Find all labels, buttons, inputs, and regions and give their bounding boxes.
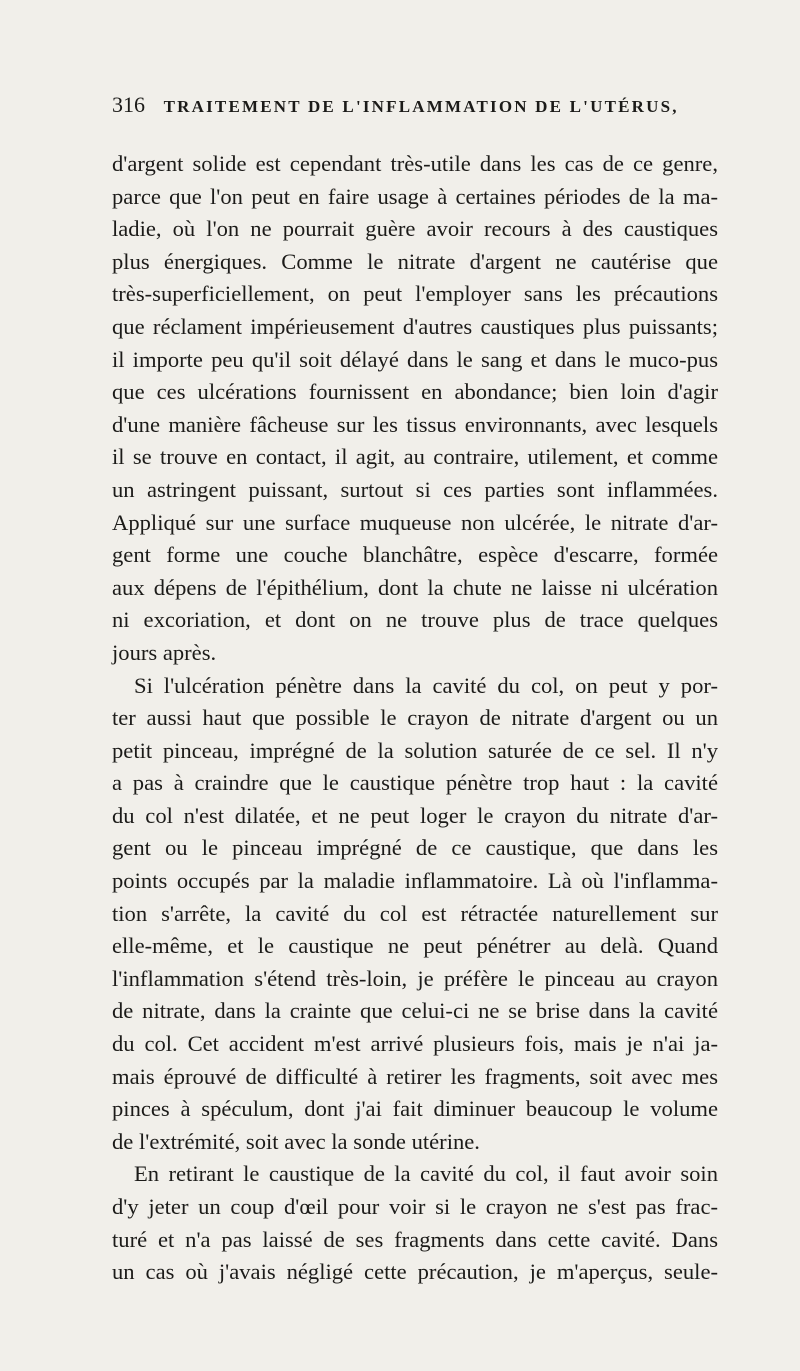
text-line: gent forme une couche blanchâtre, espèce d'escarre, formée xyxy=(112,542,718,568)
text-line: parce que l'on peut en faire usage à certaines périodes de la ma- xyxy=(112,183,718,209)
text-line: Appliqué sur une surface muqueuse non ulcérée, le nitrate d'ar- xyxy=(112,509,718,535)
running-title: TRAITEMENT DE L'INFLAMMATION DE L'UTÉRUS, xyxy=(163,97,679,116)
page-number: 316 xyxy=(112,92,145,117)
text-line: d'argent solide est cependant très-utile dans les cas de ce genre, xyxy=(112,151,718,176)
text-line: très-superficiellement, on peut l'employer sans les précautions xyxy=(112,281,718,307)
text-line: ter aussi haut que possible le crayon de nitrate d'argent ou un xyxy=(112,705,718,731)
text-line: aux dépens de l'épithélium, dont la chute ne laisse ni ulcération xyxy=(112,574,718,600)
text-line: gent ou le pinceau imprégné de ce caustique, que dans les xyxy=(112,835,718,861)
text-line: du col n'est dilatée, et ne peut loger le crayon du nitrate d'ar- xyxy=(112,802,718,828)
text-line: de l'extrémité, soit avec la sonde utérine. xyxy=(112,1128,480,1154)
text-line: de nitrate, dans la crainte que celui-ci ne se brise dans la cavité xyxy=(112,998,718,1024)
text-line: ni excoriation, et dont on ne trouve plus de trace quelques xyxy=(112,607,718,633)
text-line: un cas où j'avais négligé cette précaution, je m'aperçus, seule- xyxy=(112,1259,718,1285)
text-line: ladie, où l'on ne pourrait guère avoir recours à des caustiques xyxy=(112,216,718,242)
text-line: que réclament impérieusement d'autres caustiques plus puissants; xyxy=(112,313,718,339)
page-header xyxy=(112,92,712,122)
text-line: tion s'arrête, la cavité du col est rétractée naturellement sur xyxy=(112,900,718,926)
text-line: turé et n'a pas laissé de ses fragments dans cette cavité. Dans xyxy=(112,1226,718,1252)
text-line: plus énergiques. Comme le nitrate d'argent ne cautérise que xyxy=(112,248,718,274)
text-line: d'une manière fâcheuse sur les tissus environnants, avec lesquels xyxy=(112,411,718,437)
text-line: il se trouve en contact, il agit, au contraire, utilement, et comme xyxy=(112,444,718,470)
text-line: a pas à craindre que le caustique pénètre trop haut : la cavité xyxy=(112,770,718,796)
text-line: Si l'ulcération pénètre dans la cavité du col, on peut y por- xyxy=(134,672,718,698)
text-line: petit pinceau, imprégné de la solution saturée de ce sel. Il n'y xyxy=(112,737,718,763)
text-line: l'inflammation s'étend très-loin, je préfère le pinceau au crayon xyxy=(112,965,718,991)
text-line: du col. Cet accident m'est arrivé plusieurs fois, mais je n'ai ja- xyxy=(112,1031,718,1057)
text-line: En retirant le caustique de la cavité du col, il faut avoir soin xyxy=(134,1161,718,1187)
text-line: il importe peu qu'il soit délayé dans le sang et dans le muco-pus xyxy=(112,346,718,372)
body-text xyxy=(112,148,718,1289)
text-line: elle-même, et le caustique ne peut pénétrer au delà. Quand xyxy=(112,933,718,959)
text-line: d'y jeter un coup d'œil pour voir si le crayon ne s'est pas frac- xyxy=(112,1194,718,1219)
text-line: un astringent puissant, surtout si ces parties sont inflammées. xyxy=(112,476,718,502)
text-line: mais éprouvé de difficulté à retirer les fragments, soit avec mes xyxy=(112,1063,718,1089)
text-line: jours après. xyxy=(112,639,217,665)
text-line: que ces ulcérations fournissent en abondance; bien loin d'agir xyxy=(112,379,718,405)
text-line: pinces à spéculum, dont j'ai fait diminuer beaucoup le volume xyxy=(112,1096,718,1122)
text-line: points occupés par la maladie inflammatoire. Là où l'inflamma- xyxy=(112,868,718,894)
